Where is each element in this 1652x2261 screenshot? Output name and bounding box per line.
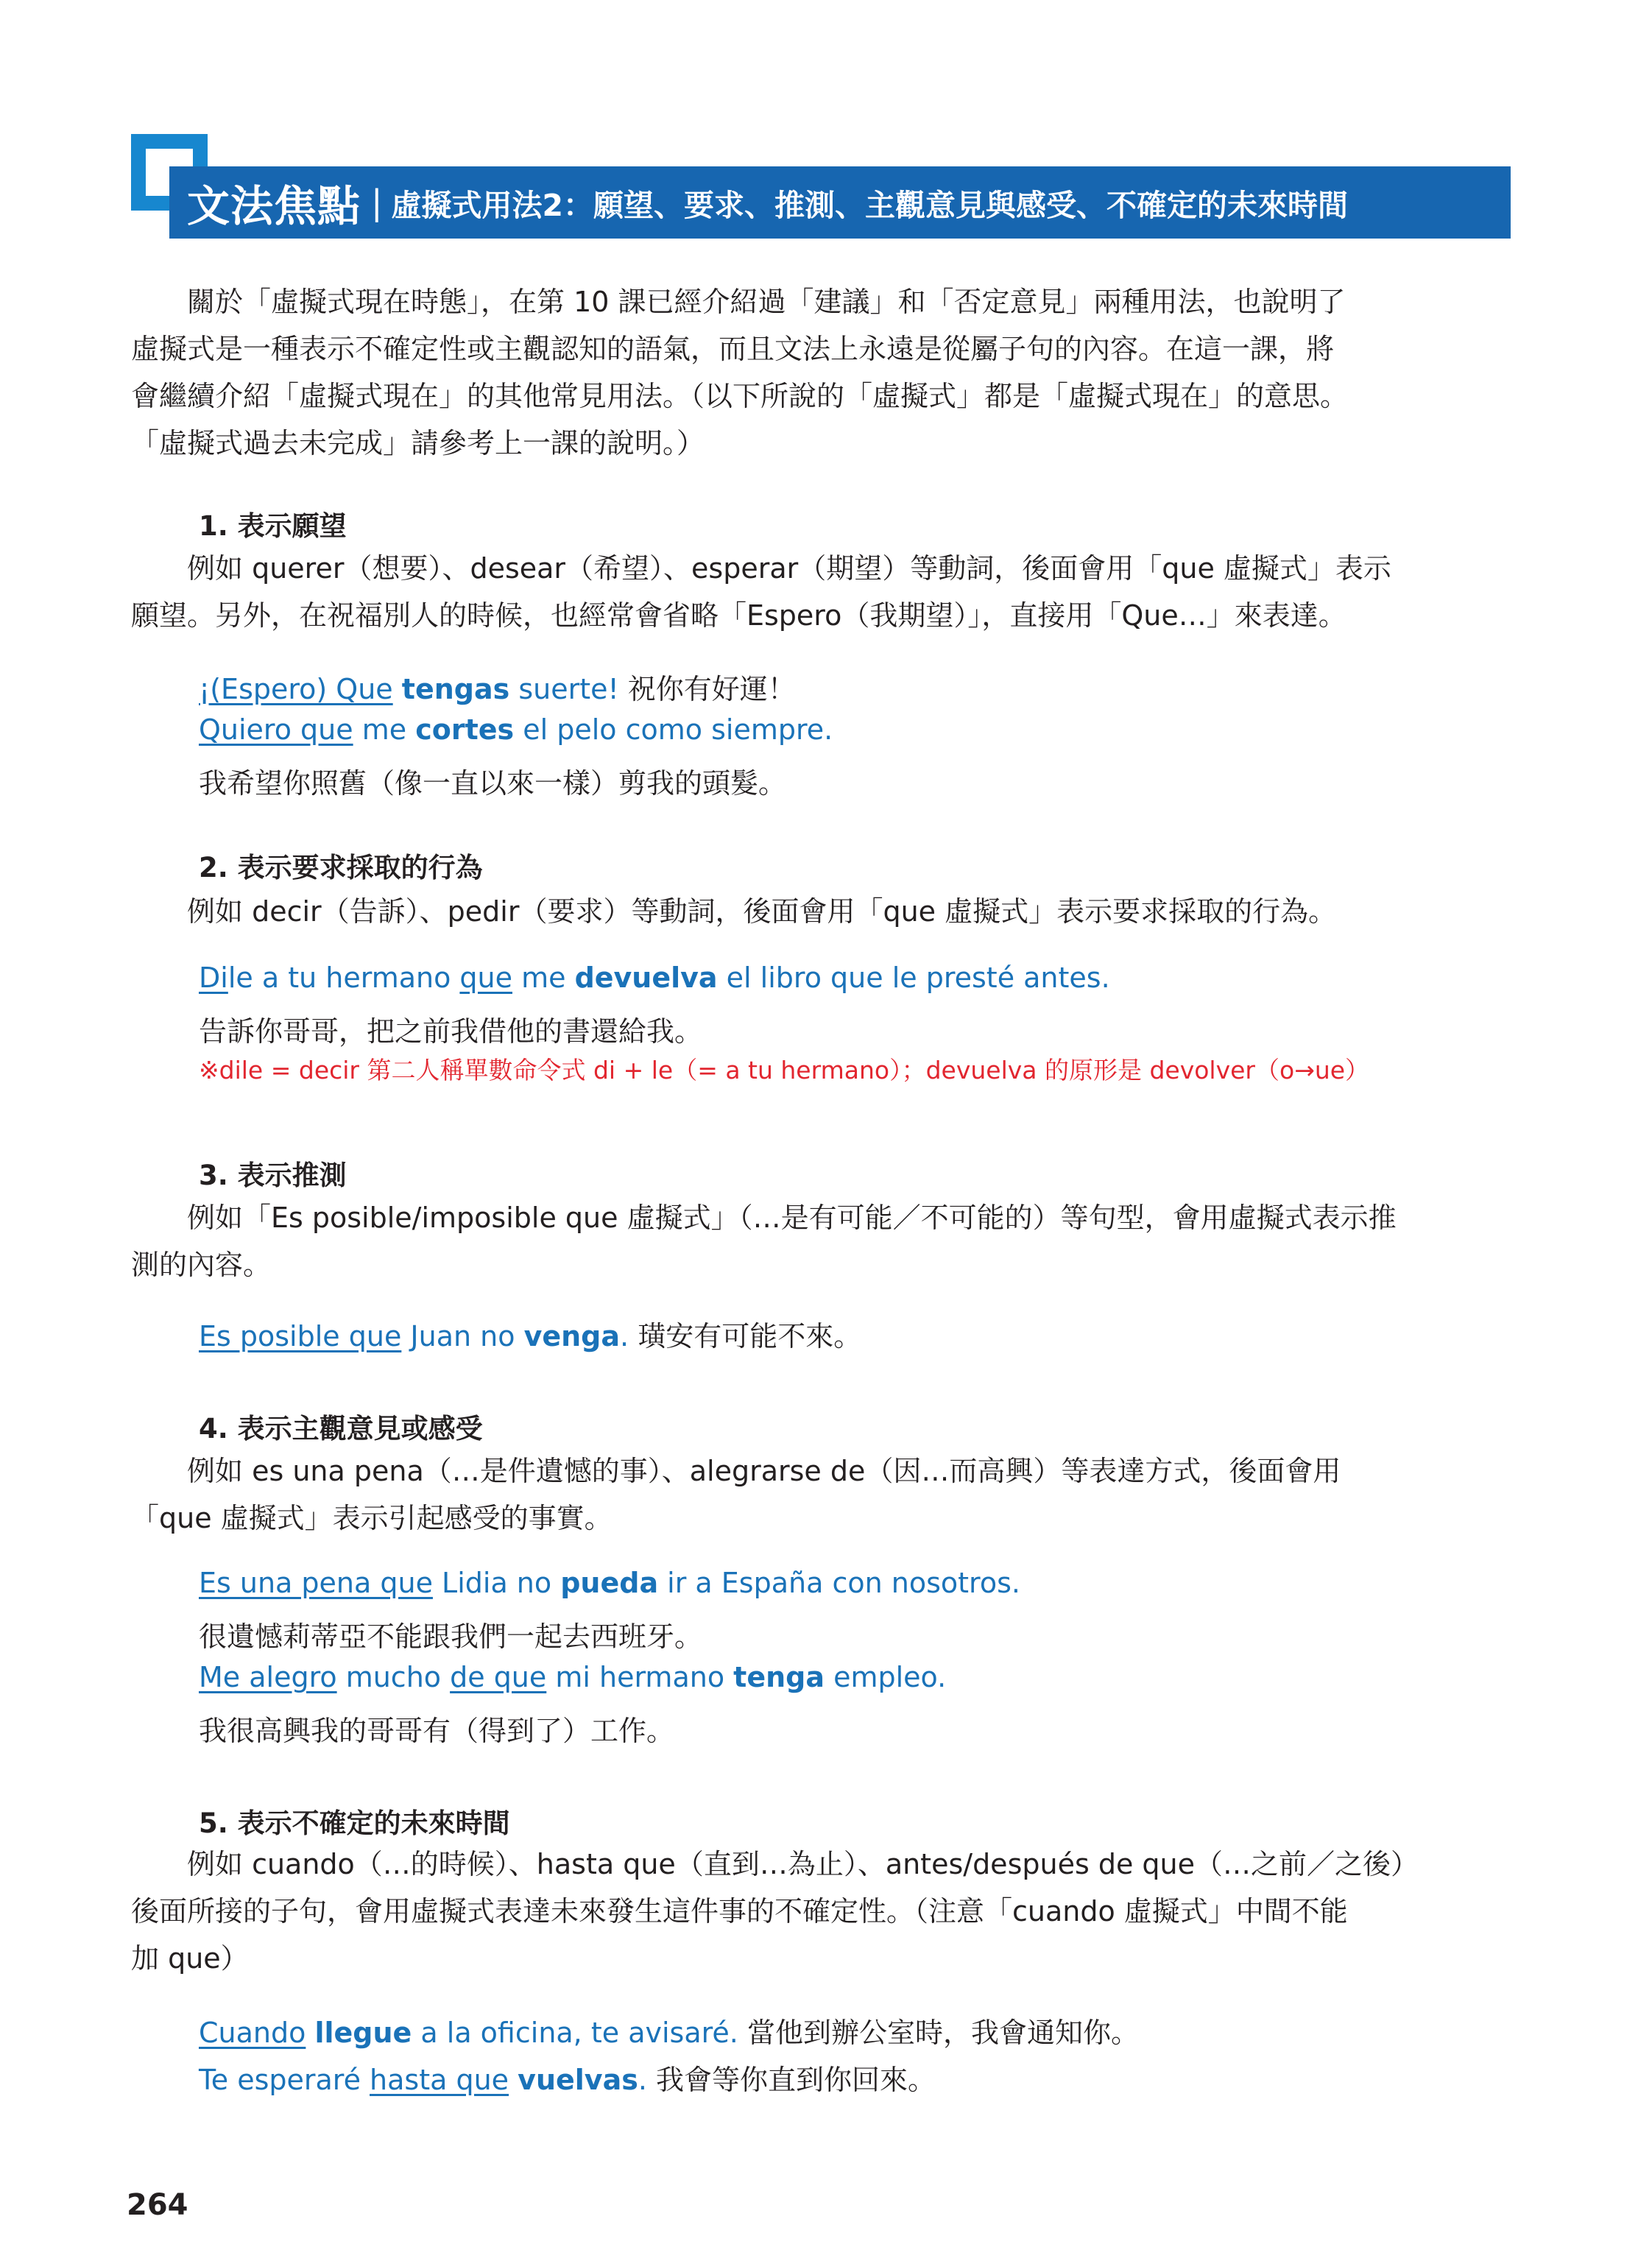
section-desc-line: 例如 cuando（…的時候）、hasta que（直到…為止）、antes/después de que（…之前／之後） [131, 1848, 1419, 1880]
example-text [393, 673, 402, 705]
example-text: mucho [336, 1661, 451, 1693]
example-translation: 我很高興我的哥哥有（得到了）工作。 [199, 1715, 675, 1747]
section-desc-line: 測的內容。 [131, 1249, 272, 1281]
section-desc-line: 例如 querer（想要）、desear（希望）、esperar（期望）等動詞，後面會用「que 虛擬式」表示 [131, 552, 1391, 585]
section-desc-line: 願望。另外，在祝福別人的時候，也經常會省略「Espero（我期望）」，直接用「Que…」來表達。 [131, 599, 1346, 632]
example-text [306, 2017, 314, 2049]
example-text: ir a España con nosotros. [658, 1567, 1020, 1599]
section-desc-line: 後面所接的子句，會用虛擬式表達未來發生這件事的不確定性。（注意「cuando 虛擬式」中間不能 [131, 1895, 1348, 1927]
example-translation: 璜安有可能不來。 [629, 1320, 862, 1352]
example-sentence [199, 1661, 946, 1693]
example-sentence [199, 1567, 1020, 1599]
section-title: 文法焦點 [187, 181, 361, 231]
section-desc-line: 例如 es una pena（…是件遺憾的事）、alegrarse de（因…而高興）等表達方式，後面會用 [131, 1455, 1341, 1487]
example-translation: 我會等你直到你回來。 [646, 2064, 936, 2096]
example-text: Juan no [401, 1320, 524, 1352]
example-translation: 我希望你照舊（像一直以來一樣）剪我的頭髮。 [199, 767, 787, 800]
example-text: el libro que le presté antes. [717, 962, 1110, 994]
example-underlined: Me alegro [199, 1661, 337, 1693]
example-bold-verb: tengas [401, 673, 510, 705]
section-desc-line: 「que 虛擬式」表示引起感受的事實。 [131, 1502, 613, 1534]
example-text: empleo. [825, 1661, 947, 1693]
intro-line-4: 「虛擬式過去未完成」請參考上一課的說明。） [131, 427, 705, 459]
section-desc-line: 加 que） [131, 1942, 249, 1975]
example-underlined: Quiero que [199, 713, 353, 746]
example-text: me [512, 962, 575, 994]
example-text: suerte! [509, 673, 619, 705]
example-translation: 很遺憾莉蒂亞不能跟我們一起去西班牙。 [199, 1620, 703, 1653]
intro-line-3: 會繼續介紹「虛擬式現在」的其他常見用法。（以下所說的「虛擬式」都是「虛擬式現在」的意思。 [131, 380, 1349, 412]
example-sentence [199, 2057, 936, 2098]
example-text: Te esperaré [199, 2064, 370, 2096]
header-separator: | [371, 183, 383, 222]
example-sentence [199, 713, 833, 746]
section-heading: 4. 表示主觀意見或感受 [199, 1413, 483, 1445]
example-text: . [620, 1320, 629, 1352]
example-underlined: ¡(Espero) Que [199, 673, 393, 705]
example-text [509, 2064, 518, 2096]
example-text: . [638, 2064, 647, 2096]
example-bold-verb: llegue [314, 2017, 412, 2049]
section-header-bar [169, 166, 1511, 239]
example-text: mi hermano [546, 1661, 734, 1693]
page-number: 264 [127, 2188, 188, 2222]
intro-line-2: 虛擬式是一種表示不確定性或主觀認知的語氣，而且文法上永遠是從屬子句的內容。在這一課，將 [131, 333, 1335, 365]
example-translation: 告訴你哥哥，把之前我借他的書還給我。 [199, 1015, 703, 1048]
intro-line-1: 關於「虛擬式現在時態」，在第 10 課已經介紹過「建議」和「否定意見」兩種用法，也說明了 [131, 286, 1346, 318]
example-bold-verb: venga [523, 1320, 621, 1352]
example-bold-verb: cortes [415, 713, 515, 746]
section-heading: 5. 表示不確定的未來時間 [199, 1807, 510, 1839]
example-text: le a tu hermano [227, 962, 460, 994]
example-text: a la oficina, te avisaré. [412, 2017, 738, 2049]
example-bold-verb: pueda [560, 1567, 659, 1599]
example-underlined: hasta que [370, 2064, 509, 2096]
example-underlined: Es posible que [199, 1320, 402, 1352]
section-desc-line: 例如「Es posible/imposible que 虛擬式」（…是有可能／不可能的）等句型，會用虛擬式表示推 [131, 1202, 1397, 1234]
example-translation: 當他到辦公室時，我會通知你。 [738, 2017, 1139, 2049]
example-underlined: Es una pena que [199, 1567, 433, 1599]
section-heading: 2. 表示要求採取的行為 [199, 852, 483, 883]
example-bold-verb: vuelvas [518, 2064, 638, 2096]
example-sentence [199, 962, 1110, 994]
section-heading: 3. 表示推測 [199, 1160, 347, 1191]
section-subtitle: 虛擬式用法2：願望、要求、推測、主觀意見與感受、不確定的未來時間 [391, 187, 1349, 223]
example-underlined: de que [450, 1661, 547, 1693]
example-underlined: Cuando [199, 2017, 306, 2049]
example-bold-verb: tenga [733, 1661, 825, 1693]
example-sentence [199, 1313, 861, 1354]
grammar-note: ※dile = decir 第二人稱單數命令式 di + le（= a tu hermano）；devuelva 的原形是 devolver（o→ue） [199, 1056, 1370, 1084]
example-underlined: Di [199, 962, 228, 994]
example-text: Lidia no [432, 1567, 561, 1599]
example-text: me [353, 713, 416, 746]
example-text: el pelo como siempre. [514, 713, 833, 746]
example-underlined: que [459, 962, 512, 994]
section-desc-line: 例如 decir（告訴）、pedir（要求）等動詞，後面會用「que 虛擬式」表示要求採取的行為。 [131, 895, 1337, 928]
example-translation: 祝你有好運！ [618, 673, 796, 705]
example-sentence [199, 2010, 1139, 2050]
example-sentence [199, 666, 796, 707]
section-heading: 1. 表示願望 [199, 510, 347, 542]
example-bold-verb: devuelva [574, 962, 718, 994]
